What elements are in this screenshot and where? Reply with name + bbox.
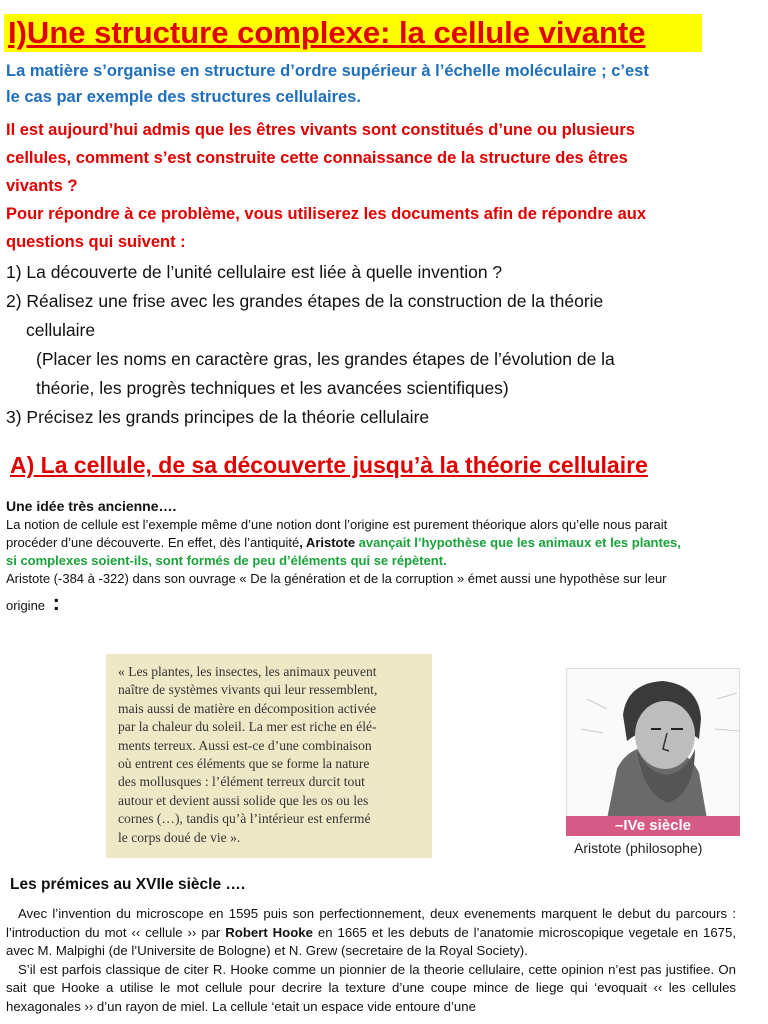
idee-line xyxy=(6,590,766,615)
intro-red-line: cellules, comment s’est construite cette connaissance de la structure des êtres xyxy=(6,149,628,167)
intro-blue-line: La matière s’organise en structure d’ordre supérieur à l’échelle moléculaire ; c’est xyxy=(6,62,649,80)
intro-red-line: Il est aujourd’hui admis que les êtres vivants sont constitués d’une ou plusieurs xyxy=(6,121,635,139)
section-a-heading: A) La cellule, de sa découverte jusqu’à la théorie cellulaire xyxy=(10,452,648,478)
quote-line: naître de systèmes vivants qui leur ressemblent, xyxy=(118,682,378,698)
premices-text: Avec l’invention du microscope en 1595 puis son perfectionnement, deux evenements marquent le debut du parcours : l’introduction du mot ‹‹ cellule ›› par xyxy=(6,906,736,940)
premices-paragraph xyxy=(6,905,736,961)
quote-line: ments terreux. Aussi est-ce d’une combinaison xyxy=(118,737,372,753)
premices-heading: Les prémices au XVIIe siècle …. xyxy=(10,876,246,893)
premices-body xyxy=(6,905,736,1017)
quote-line: mais aussi de matière en décomposition activée xyxy=(118,700,377,716)
quote-line: par la chaleur du soleil. La mer est riche en élé- xyxy=(118,719,377,735)
hooke-name: Robert Hooke xyxy=(225,924,313,940)
idee-text: procéder d’une découverte. En effet, dès l’antiquité xyxy=(6,535,300,550)
quote-line: le corps doué de vie ». xyxy=(118,829,241,845)
idee-heading: Une idée très ancienne…. xyxy=(6,498,177,514)
intro-red-line: Pour répondre à ce problème, vous utiliserez les documents afin de répondre aux xyxy=(6,205,647,223)
idee-line: Aristote (-384 à -322) dans son ouvrage « De la génération et de la corruption » émet aussi une hypothèse sur leur xyxy=(6,571,667,586)
quote-line: « Les plantes, les insectes, les animaux peuvent xyxy=(118,664,377,679)
idee-line xyxy=(6,534,766,552)
quote-line: où entrent ces éléments que se forme la nature xyxy=(118,756,370,772)
intro-red xyxy=(6,116,646,256)
idee-line: La notion de cellule est l’exemple même d’une notion dont l’origine est purement théorique alors qu’elle nous parait xyxy=(6,517,668,532)
quote-line: des mollusques : l’élément terreux durcit tout xyxy=(118,774,365,790)
intro-blue-line: le cas par exemple des structures cellulaires. xyxy=(6,88,361,106)
premices-text: en 1665 et les debuts de l’anatomie microscopique vegetale en 1675, avec M. Malpighi (de l’Universite de Bologne) et N. Grew (secretaire de la Royal Society). xyxy=(6,924,736,959)
idee-block xyxy=(6,498,766,615)
portrait-caption: Aristote (philosophe) xyxy=(574,840,703,856)
question-1: 1) La découverte de l’unité cellulaire est liée à quelle invention ? xyxy=(6,262,503,282)
idee-text: origine xyxy=(6,598,46,613)
portrait-engraving-icon xyxy=(567,669,740,818)
intro-blue xyxy=(6,58,649,110)
hypothesis-highlight: avançait l’hypothèse que les animaux et les plantes, xyxy=(355,535,681,550)
question-2: 2) Réalisez une frise avec les grandes étapes de la construction de la théorie xyxy=(6,291,604,311)
aristotle-portrait xyxy=(566,668,740,818)
hypothesis-highlight-cont: si complexes soient-ils, sont formés de peu d’éléments qui se répètent. xyxy=(6,553,447,568)
century-badge: –IVe siècle xyxy=(566,816,740,836)
quote-line: cornes (…), tandis qu’à l’intérieur est enfermé xyxy=(118,811,371,827)
quote-line: autour et devient aussi solide que les os ou les xyxy=(118,792,369,808)
colon: : xyxy=(52,590,60,615)
aristote-name: , Aristote xyxy=(299,535,356,550)
question-2-note: (Placer les noms en caractère gras, les grandes étapes de l’évolution de la xyxy=(36,349,615,369)
question-2-note-cont: théorie, les progrès techniques et les avancées scientifiques) xyxy=(36,378,509,398)
intro-red-line: vivants ? xyxy=(6,177,78,195)
premices-paragraph: S’il est parfois classique de citer R. Hooke comme un pionnier de la theorie cellulaire, cette opinion n’est pas justifiee. On sait que Hooke a utilise le mot cellule pour decrire la texture d’une coupe mince de liege qui ‘evoquait ‹‹ les cellules hexagonales ›› d’un rayon de miel. La cellule ‘etait un espace vide entoure d’une xyxy=(6,961,736,1014)
question-list xyxy=(6,258,615,432)
question-3: 3) Précisez les grands principes de la théorie cellulaire xyxy=(6,407,430,427)
question-2-cont: cellulaire xyxy=(26,320,96,340)
intro-red-line: questions qui suivent : xyxy=(6,233,186,251)
page-title: I)Une structure complexe: la cellule vivante xyxy=(4,14,702,52)
aristotle-quote xyxy=(106,654,432,858)
